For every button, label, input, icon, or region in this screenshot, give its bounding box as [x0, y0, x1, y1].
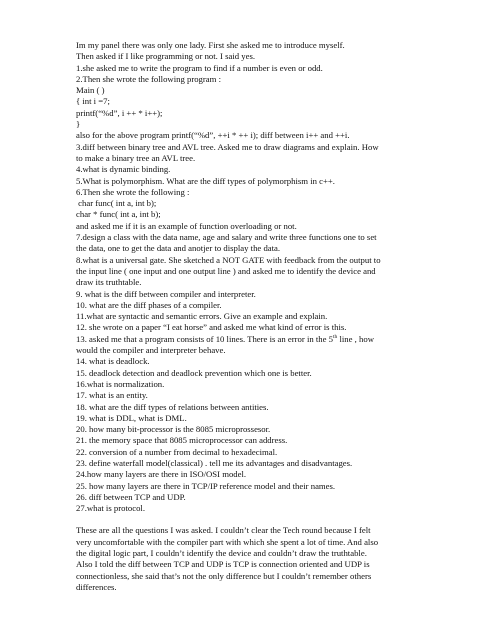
text-line: 1.she asked me to write the program to find if a number is even or odd.: [76, 62, 323, 73]
question-13: [76, 334, 420, 357]
text-line: connectionless, she said that’s not the only difference but I couldn’t remember others: [76, 570, 372, 581]
text-line: 5.What is polymorphism. What are the diff types of polymorphism in c++.: [76, 175, 335, 186]
q13-before: 13. asked me that a program consists of 10 lines. There is an error in the 5: [76, 333, 334, 344]
text-line: 10. what are the diff phases of a compiler.: [76, 299, 222, 310]
code-line: char func( int a, int b);: [76, 198, 157, 209]
text-line: 6.Then she wrote the following :: [76, 186, 190, 197]
text-line: also for the above program printf(“%d”, ++i * ++ i); diff between i++ and ++i.: [76, 130, 350, 141]
text-line: 16.what is normalization.: [76, 378, 165, 389]
text-line: very uncomfortable with the compiler part with which she spent a lot of time. And also: [76, 536, 379, 547]
text-line: 9. what is the diff between compiler and interpreter.: [76, 288, 256, 299]
text-line: would the compiler and interpreter behave.: [76, 345, 226, 356]
text-line: and asked me if it is an example of function overloading or not.: [76, 220, 297, 231]
text-line: Im my panel there was only one lady. First she asked me to introduce myself.: [76, 40, 345, 50]
q13-superscript: th: [333, 333, 338, 340]
code-line: Main ( ): [76, 85, 105, 96]
text-line: Also I told the diff between TCP and UDP is TCP is connection oriented and UDP is: [76, 559, 370, 570]
text-line: 11.what are syntactic and semantic errors. Give an example and explain.: [76, 311, 328, 322]
q13-after: line , how: [337, 333, 374, 344]
text-line: draw its truthtable.: [76, 277, 142, 288]
text-line: 8.what is a universal gate. She sketched a NOT GATE with feedback from the output to: [76, 254, 381, 265]
text-line: 23. define waterfall model(classical) . tell me its advantages and disadvantages.: [76, 457, 353, 468]
text-line: 12. she wrote on a paper “I eat horse” and asked me what kind of error is this.: [76, 322, 347, 333]
text-line: 22. conversion of a number from decimal to hexadecimal.: [76, 446, 278, 457]
text-line: 24.how many layers are there in ISO/OSI model.: [76, 469, 247, 480]
text-line: differences.: [76, 581, 117, 592]
text-line: the input line ( one input and one output line ) and asked me to identify the device and: [76, 265, 376, 276]
intro-section: [76, 40, 420, 334]
closing-paragraph: [76, 525, 420, 593]
text-line: 25. how many layers are there in TCP/IP reference model and their names.: [76, 480, 336, 491]
code-line: }: [76, 119, 81, 130]
code-line: printf(“%d”, i ++ * i++);: [76, 107, 163, 118]
text-line: 14. what is deadlock.: [76, 356, 150, 367]
text-line: 21. the memory space that 8085 microprocessor can address.: [76, 435, 288, 446]
text-line: 27.what is protocol.: [76, 503, 146, 514]
text-line: 18. what are the diff types of relations between antities.: [76, 401, 269, 412]
text-line: 4.what is dynamic binding.: [76, 164, 171, 175]
text-line: 15. deadlock detection and deadlock prevention which one is better.: [76, 367, 312, 378]
text-line: the data, one to get the data and anotjer to display the data.: [76, 243, 281, 254]
text-line: [76, 334, 420, 345]
text-line: Then asked if I like programming or not. I said yes.: [76, 51, 256, 62]
text-line: These are all the questions I was asked. I couldn’t clear the Tech round because I felt: [76, 525, 371, 536]
text-line: the digital logic part, I couldn’t identify the device and couldn’t draw the truthtable.: [76, 548, 367, 559]
text-line: 2.Then she wrote the following program :: [76, 73, 221, 84]
code-line: { int i =7;: [76, 96, 110, 107]
text-line: 17. what is an entity.: [76, 390, 148, 401]
questions-rest: [76, 356, 420, 514]
text-line: 19. what is DDL, what is DML.: [76, 412, 187, 423]
code-line: char * func( int a, int b);: [76, 209, 161, 220]
text-line: to make a binary tree an AVL tree.: [76, 152, 196, 163]
text-line: 3.diff between binary tree and AVL tree. Asked me to draw diagrams and explain. How: [76, 141, 379, 152]
paragraph-gap: [76, 514, 420, 525]
text-line: 20. how many bit-processor is the 8085 microprossesor.: [76, 424, 271, 435]
text-line: 7.design a class with the data name, age and salary and write three functions one to set: [76, 232, 377, 243]
document-page: [76, 40, 420, 593]
text-line: 26. diff between TCP and UDP.: [76, 491, 186, 502]
